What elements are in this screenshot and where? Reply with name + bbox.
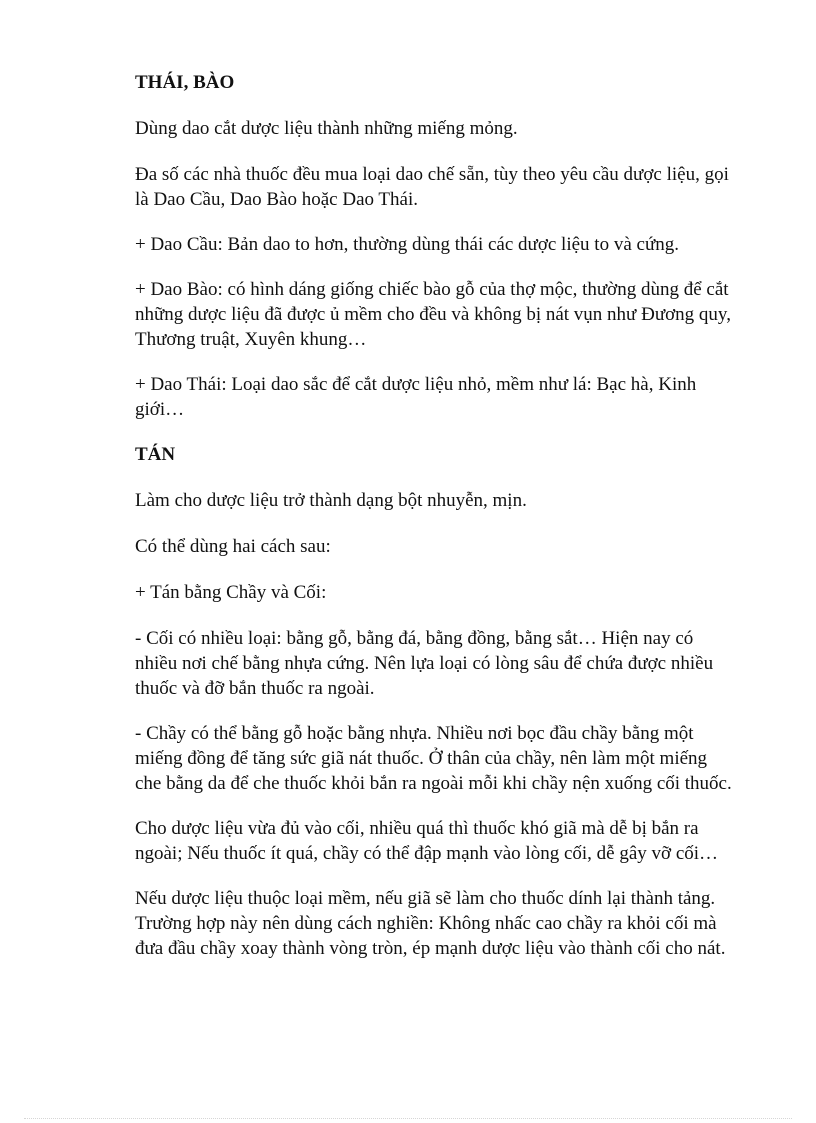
section-heading-thai-bao: THÁI, BÀO (135, 72, 235, 93)
paragraph: + Dao Cầu: Bản dao to hơn, thường dùng thái các dược liệu to và cứng. (135, 234, 679, 255)
paragraph: Dùng dao cắt dược liệu thành những miếng mỏng. (135, 118, 518, 139)
paragraph: Làm cho dược liệu trở thành dạng bột nhuyễn, mịn. (135, 490, 527, 511)
paragraph: Nếu dược liệu thuộc loại mềm, nếu giã sẽ làm cho thuốc dính lại thành tảng. Trường hợp này nên dùng cách nghiền: Không nhấc cao chầy ra khỏi cối mà đưa đầu chầy xoay thành vòng tròn, ép mạnh dược liệu vào thành cối cho nát. (135, 888, 726, 959)
paragraph: Đa số các nhà thuốc đều mua loại dao chế sẵn, tùy theo yêu cầu dược liệu, gọi là Dao Cầu, Dao Bào hoặc Dao Thái. (135, 164, 729, 210)
paragraph: + Dao Bào: có hình dáng giống chiếc bào gỗ của thợ mộc, thường dùng để cắt những dược liệu đã được ủ mềm cho đều và không bị nát vụn như Đương quy, Thương truật, Xuyên khung… (135, 279, 731, 350)
paragraph: + Dao Thái: Loại dao sắc để cắt dược liệu nhỏ, mềm như lá: Bạc hà, Kinh giới… (135, 374, 697, 420)
page-bottom-divider (24, 1118, 792, 1119)
paragraph: + Tán bằng Chầy và Cối: (135, 582, 327, 603)
paragraph: Có thể dùng hai cách sau: (135, 536, 331, 557)
document-page (135, 70, 735, 981)
paragraph: - Chầy có thể bằng gỗ hoặc bằng nhựa. Nhiều nơi bọc đầu chầy bằng một miếng đồng để tăng sức giã nát thuốc. Ở thân của chầy, nên làm một miếng che bằng da để che thuốc khỏi bắn ra ngoài mỗi khi chầy nện xuống cối thuốc. (135, 723, 732, 794)
paragraph: Cho dược liệu vừa đủ vào cối, nhiều quá thì thuốc khó giã mà dễ bị bắn ra ngoài; Nếu thuốc ít quá, chầy có thể đập mạnh vào lòng cối, dễ gây vỡ cối… (135, 818, 719, 864)
section-heading-tan: TÁN (135, 444, 176, 465)
paragraph: - Cối có nhiều loại: bằng gỗ, bằng đá, bằng đồng, bằng sắt… Hiện nay có nhiều nơi chế bằng nhựa cứng. Nên lựa loại có lòng sâu để chứa được nhiều thuốc và đỡ bắn thuốc ra ngoài. (135, 628, 714, 699)
